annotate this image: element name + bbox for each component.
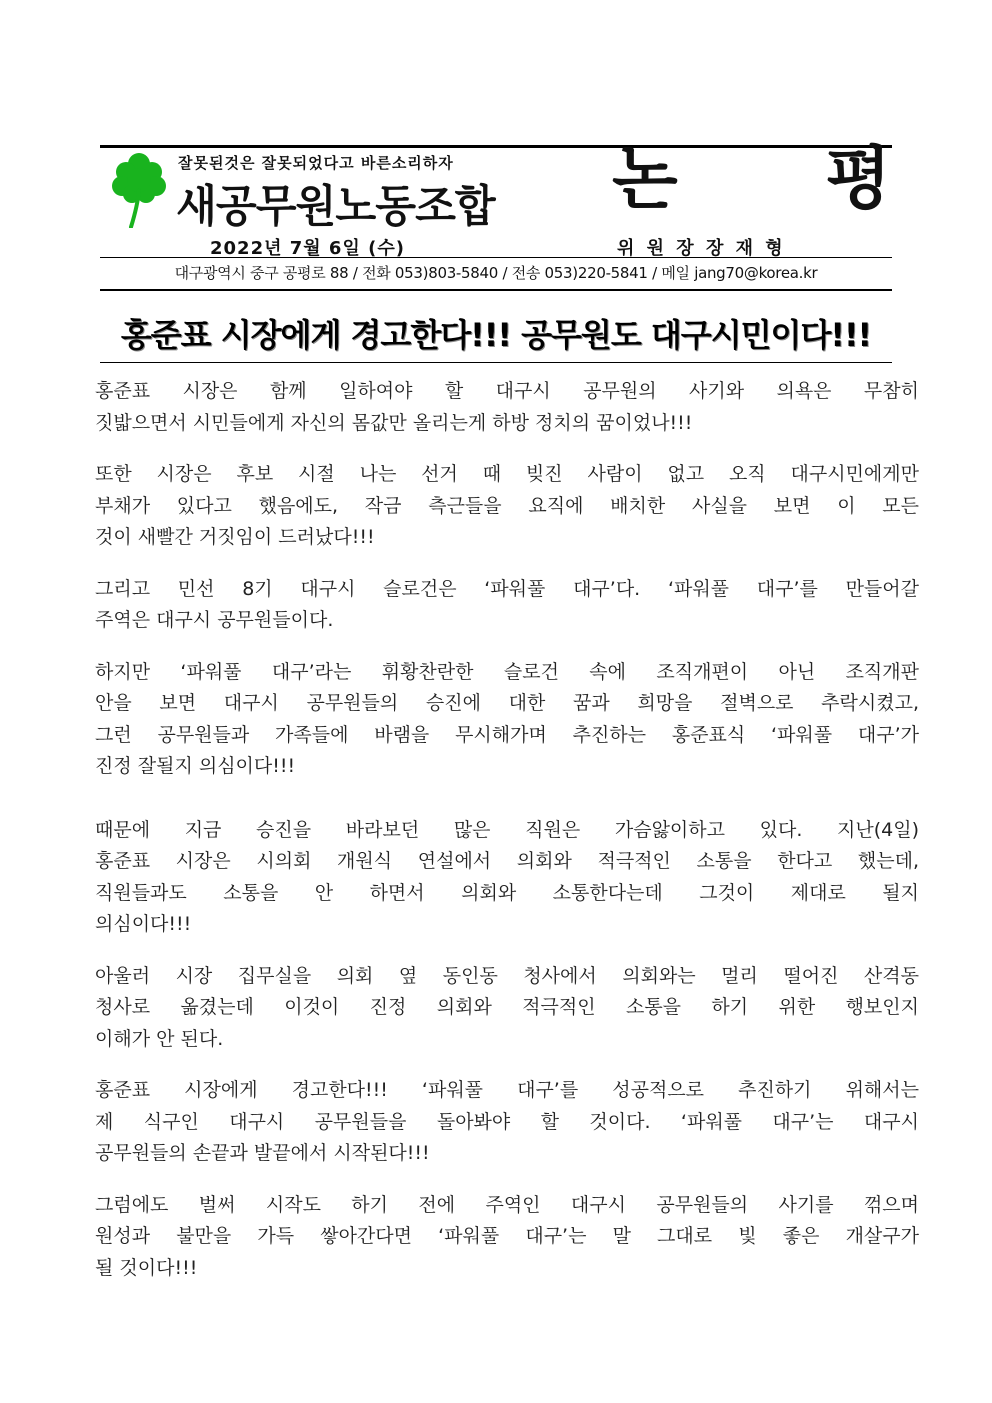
text-line: 그런 공무원들과 가족들에 바램을 무시해가며 추진하는 홍준표식 ‘파워풀 대구’가 bbox=[95, 723, 919, 746]
text-line: 이해가 안 된다. bbox=[95, 1027, 224, 1050]
paragraph bbox=[95, 376, 919, 439]
text-line: 원성과 불만을 가득 쌓아간다면 ‘파워풀 대구’는 말 그대로 빛 좋은 개살구가 bbox=[95, 1225, 919, 1247]
issue-date: 2022년 7월 6일 (수) bbox=[210, 238, 405, 259]
paragraph bbox=[95, 961, 919, 1056]
chairperson: 위 원 장 장 재 형 bbox=[617, 238, 786, 259]
text-line: 짓밟으면서 시민들에게 자신의 몸값만 올리는게 하방 정치의 꿈이었나!!! bbox=[95, 411, 693, 434]
text-line: 진정 잘될지 의심이다!!! bbox=[95, 755, 296, 777]
text-line: 안을 보면 대구시 공무원들의 승진에 대한 꿈과 희망을 절벽으로 추락시켰고, bbox=[95, 692, 919, 714]
union-name: 새공무원노동조합 bbox=[176, 181, 495, 232]
text-line: 그리고 민선 8기 대구시 슬로건은 ‘파워풀 대구’다. ‘파워풀 대구’를 만들어갈 bbox=[95, 577, 919, 600]
headline: 홍준표 시장에게 경고한다!!! 공무원도 대구시민이다!!! bbox=[120, 316, 872, 354]
text-line: 또한 시장은 후보 시절 나는 선거 때 빚진 사람이 없고 오직 대구시민에게만 bbox=[95, 463, 919, 485]
text-line: 것이 새빨간 거짓임이 드러났다!!! bbox=[95, 526, 375, 548]
text-line: 때문에 지금 승진을 바라보던 많은 직원은 가슴앓이하고 있다. 지난(4일) bbox=[95, 818, 919, 841]
paragraph bbox=[95, 574, 919, 637]
header-bottom-rule bbox=[100, 289, 892, 291]
clover-logo-icon bbox=[108, 150, 170, 228]
paragraph bbox=[95, 657, 919, 783]
text-line: 아울러 시장 집무실을 의회 옆 동인동 청사에서 의회와는 멀리 떨어진 산격동 bbox=[95, 964, 919, 987]
text-line: 공무원들의 손끝과 발끝에서 시작된다!!! bbox=[95, 1142, 430, 1164]
text-line: 될 것이다!!! bbox=[95, 1256, 198, 1279]
text-line: 그럼에도 벌써 시작도 하기 전에 주역인 대구시 공무원들의 사기를 꺾으며 bbox=[95, 1193, 919, 1216]
text-line: 홍준표 시장은 시의회 개원식 연설에서 의회와 적극적인 소통을 한다고 했는데, bbox=[95, 850, 919, 872]
text-line: 홍준표 시장은 함께 일하여야 할 대구시 공무원의 사기와 의욕은 무참히 bbox=[95, 380, 919, 402]
paragraph bbox=[95, 1075, 919, 1170]
text-line: 직원들과도 소통을 안 하면서 의회와 소통한다는데 그것이 제대로 될지 bbox=[95, 881, 919, 904]
text-line: 홍준표 시장에게 경고한다!!! ‘파워풀 대구’를 성공적으로 추진하기 위해서는 bbox=[95, 1079, 919, 1101]
union-motto: 잘못된것은 잘못되었다고 바른소리하자 bbox=[178, 154, 454, 172]
text-line: 청사로 옮겼는데 이것이 진정 의회와 적극적인 소통을 하기 위한 행보인지 bbox=[95, 996, 919, 1018]
document-type: 논 평 bbox=[612, 140, 954, 219]
paragraph bbox=[95, 1190, 919, 1285]
text-line: 제 식구인 대구시 공무원들을 돌아봐야 할 것이다. ‘파워풀 대구’는 대구시 bbox=[95, 1110, 919, 1133]
paragraph bbox=[95, 459, 919, 554]
text-line: 부채가 있다고 했음에도, 작금 측근들을 요직에 배치한 사실을 보면 이 모든 bbox=[95, 494, 919, 517]
statement-body bbox=[95, 376, 919, 1304]
text-line: 의심이다!!! bbox=[95, 913, 192, 935]
text-line: 주역은 대구시 공무원들이다. bbox=[95, 609, 334, 631]
text-line: 하지만 ‘파워풀 대구’라는 휘황찬란한 슬로건 속에 조직개편이 아닌 조직개판 bbox=[95, 660, 919, 683]
headline-rule bbox=[100, 362, 892, 363]
contact-address: 대구광역시 중구 공평로 88 / 전화 053)803-5840 / 전송 053)220-5841 / 메일 jang70@korea.kr bbox=[174, 264, 818, 282]
paragraph bbox=[95, 815, 919, 941]
